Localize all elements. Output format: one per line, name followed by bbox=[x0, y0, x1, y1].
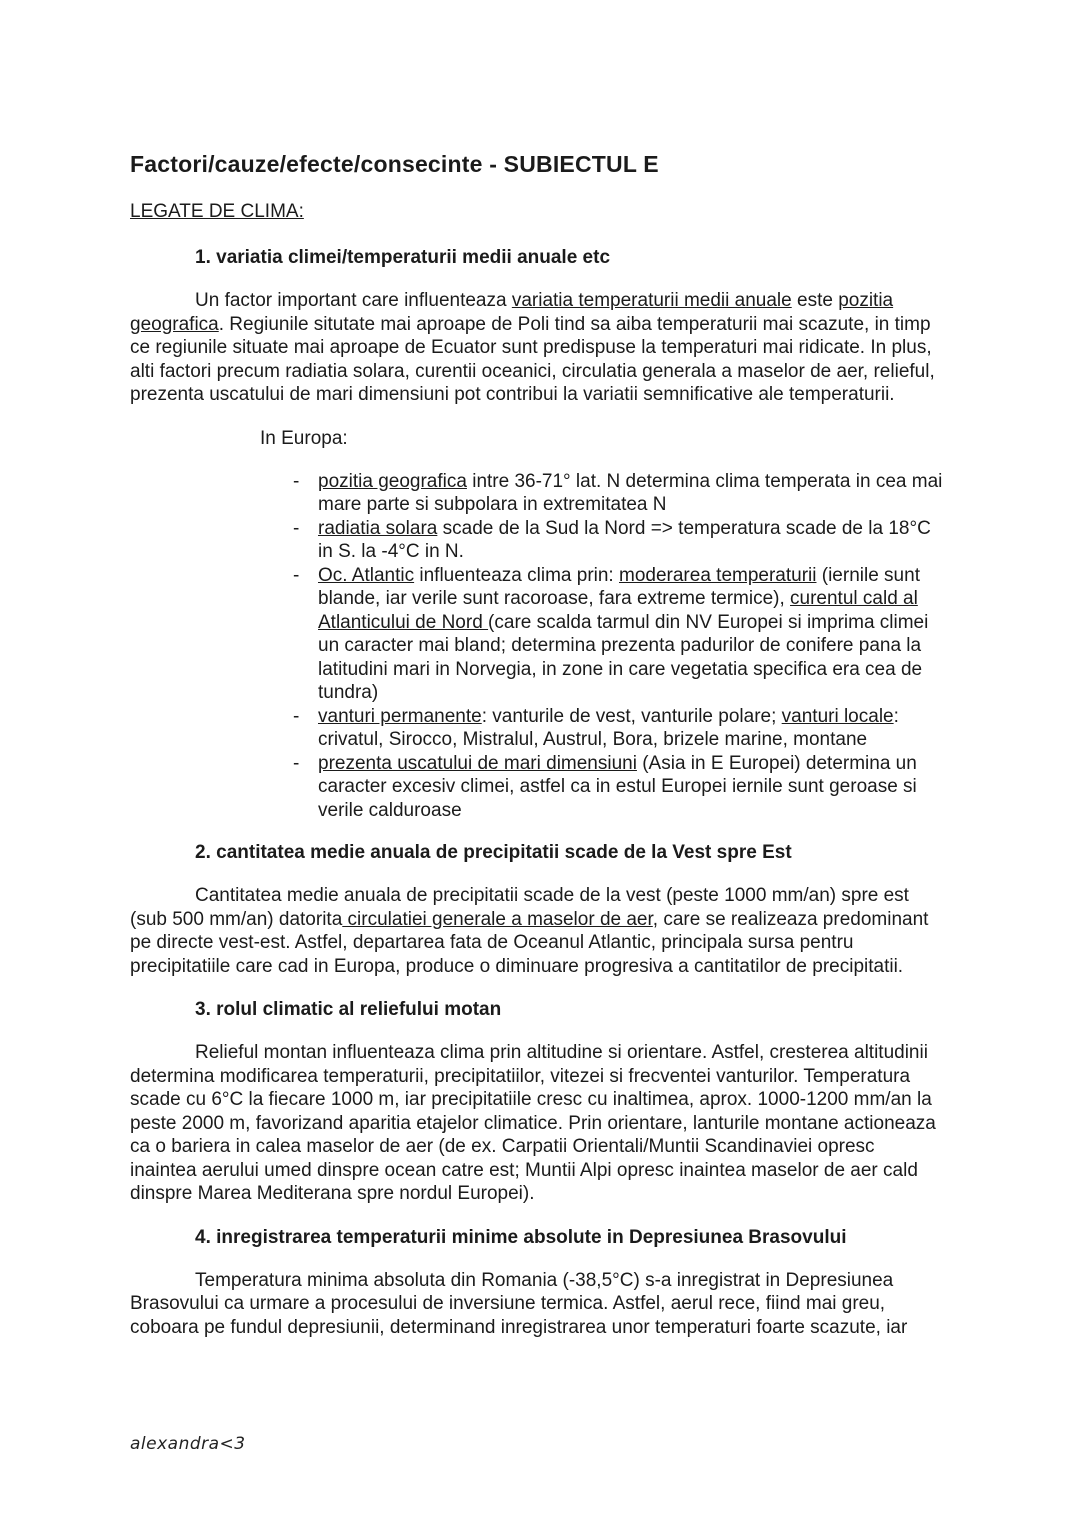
document-content bbox=[130, 150, 945, 1359]
bullet-text: Oc. Atlantic influenteaza clima prin: moderarea temperaturii (iernile sunt blande, iar verile sunt racoroase, fara extreme termice), curentul cald al Atlanticului de Nord (care scalda tarmul din NV Europei si imprima climei un caracter mai bland; determina prezenta padurilor de conifere pana la latitudini mari in Norvegia, in zone in care vegetatia specifica era cea de tundra) bbox=[318, 564, 929, 703]
section-1-heading: 1. variatia climei/temperaturii medii anuale etc bbox=[195, 247, 611, 268]
bullet-item-radiatia-solara bbox=[130, 517, 945, 564]
handwritten-signature: alexandra<3 bbox=[130, 1434, 246, 1454]
document-subtitle: LEGATE DE CLIMA: bbox=[130, 201, 304, 222]
section-3-paragraph: Relieful montan influenteaza clima prin altitudine si orientare. Astfel, cresterea altitudinii determina modificarea temperaturii, precipitatiilor, vitezei si frecventei vanturilor. Temperatura scade cu 6°C la fiecare 1000 m, iar precipitatiile cresc cu inaltimea, aprox. 1000-1200 mm/an la peste 2000 m, favorizand aparitia etajelor climatice. Prin orientare, lanturile montane actioneaza ca o bariera in calea maselor de aer (de ex. Carpatii Orientali/Muntii Scandinaviei opresc inaintea aerului umed dinspre ocean catre est; Muntii Alpi opresc inaintea maselor de aer cald dinspre Marea Mediterana spre nordul Europei). bbox=[130, 1042, 936, 1204]
section-2-heading: 2. cantitatea medie anuala de precipitatii scade de la Vest spre Est bbox=[195, 842, 792, 863]
section-4-paragraph: Temperatura minima absoluta din Romania (-38,5°C) s-a inregistrat in Depresiunea Brasovului ca urmare a procesului de inversiune termica. Astfel, aerul rece, fiind mai greu, coboara pe fundul depresiunii, determinand inregistrarea unor temperaturi foarte scazute, iar bbox=[130, 1269, 908, 1338]
europa-label: In Europa: bbox=[260, 427, 348, 449]
bullet-dash: - bbox=[293, 564, 300, 586]
bullet-text: vanturi permanente: vanturile de vest, vanturile polare; vanturi locale: crivatul, Sirocco, Mistralul, Austrul, Bora, brizele marine, montane bbox=[318, 705, 899, 750]
bullet-item-prezenta-uscatului bbox=[130, 752, 945, 823]
bullet-dash: - bbox=[293, 705, 300, 727]
bullet-text: prezenta uscatului de mari dimensiuni (Asia in E Europei) determina un caracter excesiv climei, astfel ca in estul Europei iernile sunt geroase si verile calduroase bbox=[318, 752, 917, 821]
bullet-text: radiatia solara scade de la Sud la Nord => temperatura scade de la 18°C in S. la -4°C in N. bbox=[318, 517, 931, 562]
section-1-intro-paragraph: Un factor important care influenteaza variatia temperaturii medii anuale este pozitia geografica. Regiunile situtate mai aproape de Poli tind sa aiba temperaturii mai scazute, in timp ce regiunile situate mai aproape de Ecuator sunt predispuse la temperaturi mai ridicate. In plus, alti factori precum radiatia solara, curentii oceanici, circulatia generala a maselor de aer, relieful, prezenta uscatului de mari dimensiuni pot contribui la variatii semnificative ale temperaturii. bbox=[130, 290, 935, 405]
bullet-item-oc-atlantic bbox=[130, 564, 945, 705]
bullet-item-vanturi bbox=[130, 705, 945, 752]
bullet-text: pozitia geografica intre 36-71° lat. N determina clima temperata in cea mai mare parte si subpolara in extremitatea N bbox=[318, 470, 943, 515]
section-4-heading: 4. inregistrarea temperaturii minime absolute in Depresiunea Brasovului bbox=[195, 1226, 847, 1248]
section-2-paragraph: Cantitatea medie anuala de precipitatii scade de la vest (peste 1000 mm/an) spre est (sub 500 mm/an) datorita circulatiei generale a maselor de aer, care se realizeaza predominant pe directe vest-est. Astfel, departarea fata de Oceanul Atlantic, principala sursa pentru precipitatiile care cad in Europa, produce o diminuare progresiva a cantitatilor de precipitatii. bbox=[130, 885, 929, 977]
bullet-dash: - bbox=[293, 517, 300, 539]
bullet-item-pozitia-geografica bbox=[130, 470, 945, 517]
bullet-dash: - bbox=[293, 752, 300, 774]
document-title: Factori/cauze/efecte/consecinte - SUBIECTUL E bbox=[130, 151, 659, 177]
bullet-dash: - bbox=[293, 470, 300, 492]
europa-bullet-list bbox=[130, 470, 945, 823]
section-3-heading: 3. rolul climatic al reliefului motan bbox=[195, 999, 502, 1020]
